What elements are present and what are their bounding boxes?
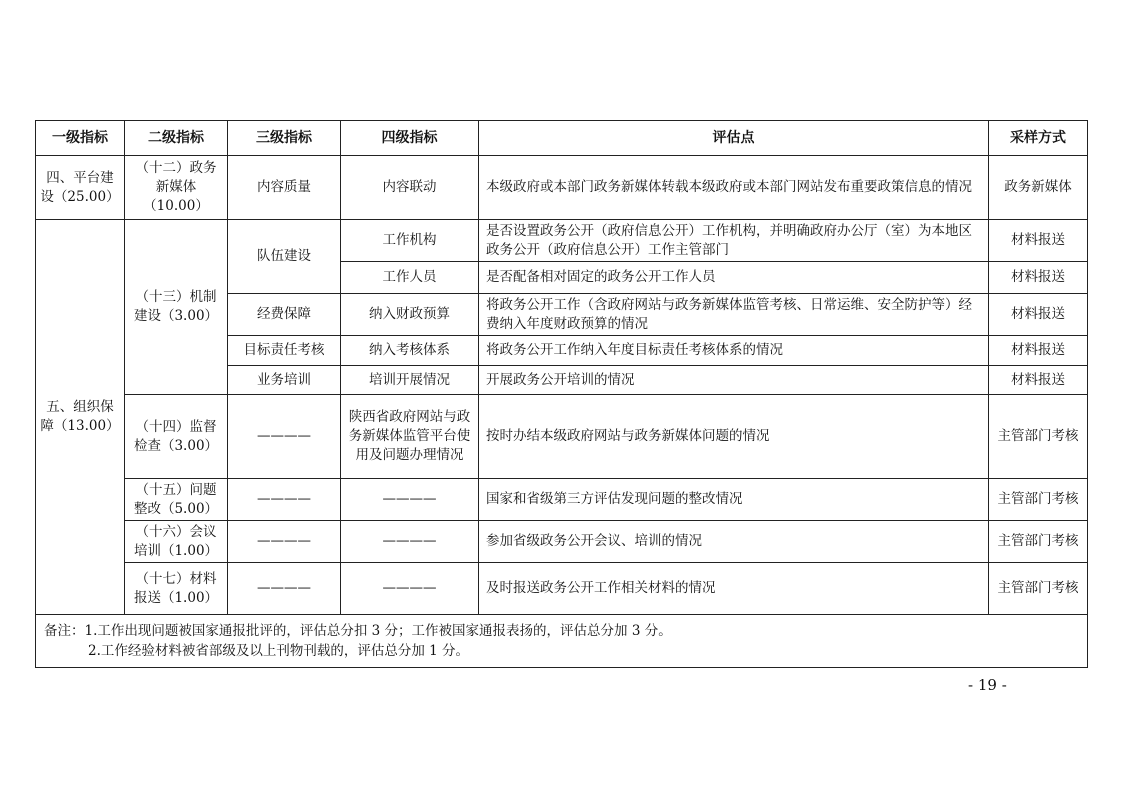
sampling-method-cell: 材料报送 (989, 294, 1088, 336)
eval-point-cell: 国家和省级第三方评估发现问题的整改情况 (479, 479, 989, 521)
level2-cell: （十四）监督检查（3.00） (125, 395, 228, 479)
eval-point-cell: 将政务公开工作纳入年度目标责任考核体系的情况 (479, 336, 989, 366)
table-row (36, 156, 1088, 220)
table-row (36, 220, 1088, 262)
level1-cell: 五、组织保障（13.00） (36, 220, 125, 615)
level4-cell: ———— (341, 563, 479, 615)
header-eval-point: 评估点 (479, 121, 989, 156)
level4-cell: 工作机构 (341, 220, 479, 262)
level4-cell: 纳入财政预算 (341, 294, 479, 336)
level4-cell: 培训开展情况 (341, 366, 479, 395)
level3-cell: 目标责任考核 (228, 336, 341, 366)
level2-cell: （十六）会议培训（1.00） (125, 521, 228, 563)
level1-cell: 四、平台建设（25.00） (36, 156, 125, 220)
table-row (36, 521, 1088, 563)
level3-cell: 内容质量 (228, 156, 341, 220)
sampling-method-cell: 材料报送 (989, 336, 1088, 366)
level3-cell: 经费保障 (228, 294, 341, 336)
eval-point-cell: 是否设置政务公开（政府信息公开）工作机构，并明确政府办公厅（室）为本地区政务公开（政府信息公开）工作主管部门 (479, 220, 989, 262)
level3-cell: 队伍建设 (228, 220, 341, 294)
level3-cell: ———— (228, 395, 341, 479)
level4-cell: 内容联动 (341, 156, 479, 220)
level4-cell: ———— (341, 479, 479, 521)
page-number: - 19 - (968, 676, 1007, 694)
level3-cell: ———— (228, 521, 341, 563)
level4-cell: 陕西省政府网站与政务新媒体监管平台使用及问题办理情况 (341, 395, 479, 479)
sampling-method-cell: 材料报送 (989, 366, 1088, 395)
level3-cell: ———— (228, 479, 341, 521)
level3-cell: ———— (228, 563, 341, 615)
level2-cell: （十五）问题整改（5.00） (125, 479, 228, 521)
table-row (36, 479, 1088, 521)
sampling-method-cell: 材料报送 (989, 262, 1088, 294)
sampling-method-cell: 主管部门考核 (989, 521, 1088, 563)
eval-point-cell: 按时办结本级政府网站与政务新媒体问题的情况 (479, 395, 989, 479)
header-row (36, 121, 1088, 156)
notes-cell (36, 615, 1088, 668)
level4-cell: 工作人员 (341, 262, 479, 294)
header-level2: 二级指标 (125, 121, 228, 156)
note-line-2: 2.工作经验材料被省部级及以上刊物刊载的，评估总分加 1 分。 (88, 643, 470, 659)
eval-point-cell: 本级政府或本部门政务新媒体转载本级政府或本部门网站发布重要政策信息的情况 (479, 156, 989, 220)
sampling-method-cell: 主管部门考核 (989, 563, 1088, 615)
header-level1: 一级指标 (36, 121, 125, 156)
sampling-method-cell: 政务新媒体 (989, 156, 1088, 220)
level4-cell: 纳入考核体系 (341, 336, 479, 366)
header-sampling-method: 采样方式 (989, 121, 1088, 156)
eval-point-cell: 参加省级政务公开会议、培训的情况 (479, 521, 989, 563)
sampling-method-cell: 材料报送 (989, 220, 1088, 262)
level4-cell: ———— (341, 521, 479, 563)
sampling-method-cell: 主管部门考核 (989, 395, 1088, 479)
level2-cell: （十七）材料报送（1.00） (125, 563, 228, 615)
notes-row (36, 615, 1088, 668)
eval-point-cell: 及时报送政务公开工作相关材料的情况 (479, 563, 989, 615)
note-line-1: 备注：1.工作出现问题被国家通报批评的，评估总分扣 3 分；工作被国家通报表扬的，评估总分加 3 分。 (44, 623, 672, 639)
sampling-method-cell: 主管部门考核 (989, 479, 1088, 521)
eval-point-cell: 将政务公开工作（含政府网站与政务新媒体监管考核、日常运维、安全防护等）经费纳入年度财政预算的情况 (479, 294, 989, 336)
level2-cell: （十二）政务新媒体（10.00） (125, 156, 228, 220)
evaluation-table (35, 120, 1088, 668)
level2-cell: （十三）机制建设（3.00） (125, 220, 228, 395)
header-level3: 三级指标 (228, 121, 341, 156)
header-level4: 四级指标 (341, 121, 479, 156)
eval-point-cell: 开展政务公开培训的情况 (479, 366, 989, 395)
level3-cell: 业务培训 (228, 366, 341, 395)
table-row (36, 563, 1088, 615)
eval-point-cell: 是否配备相对固定的政务公开工作人员 (479, 262, 989, 294)
table-row (36, 395, 1088, 479)
